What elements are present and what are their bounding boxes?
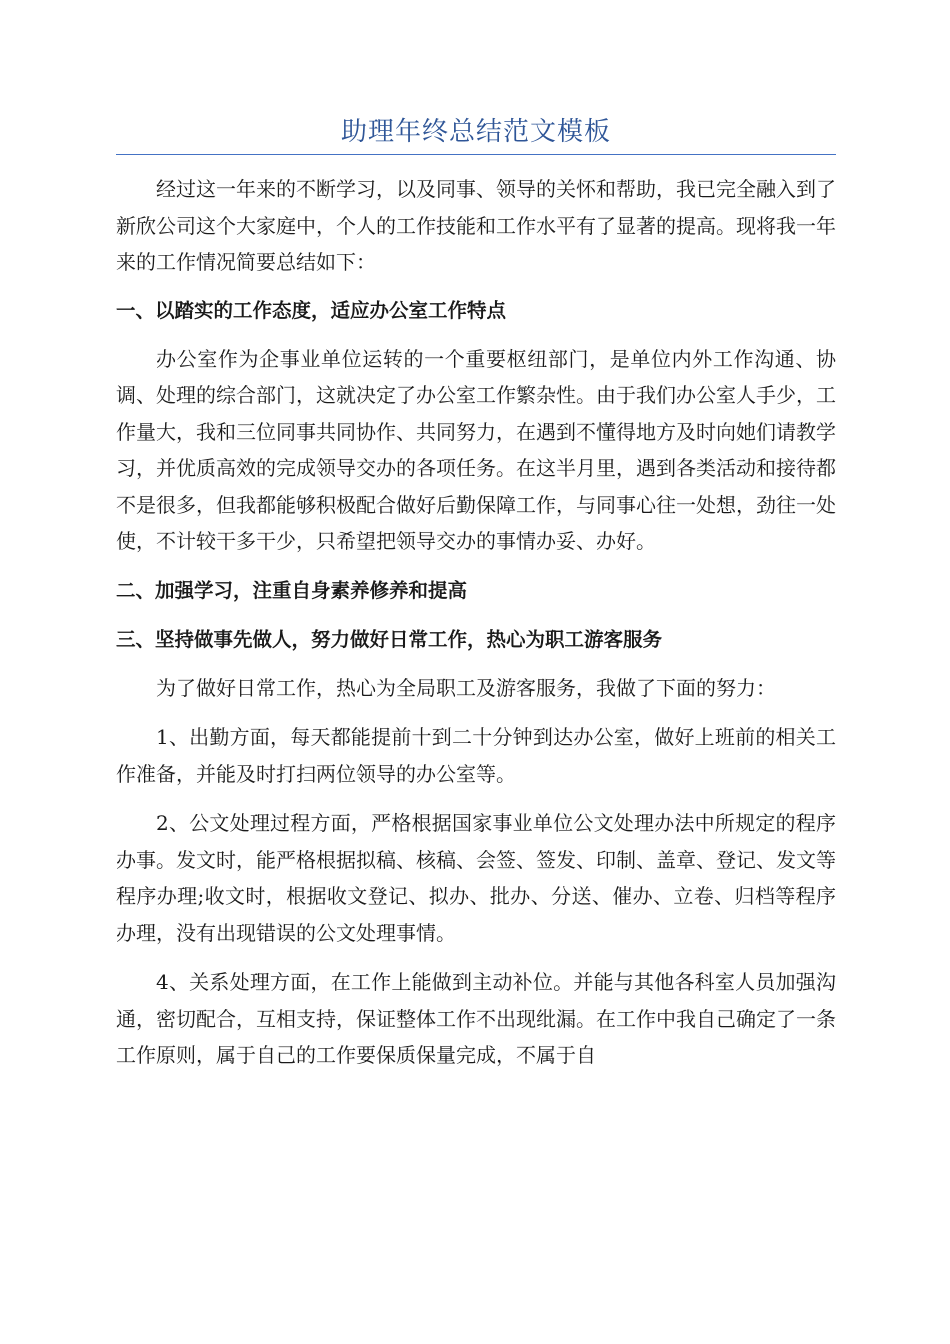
paragraph-office-role: 办公室作为企事业单位运转的一个重要枢纽部门，是单位内外工作沟通、协调、处理的综合部门，这就决定了办公室工作繁杂性。由于我们办公室人手少，工作量大，我和三位同事共同协作、共同努力，在遇到不懂得地方及时向她们请教学习，并优质高效的完成领导交办的各项任务。在这半月里，遇到各类活动和接待都不是很多，但我都能够积极配合做好后勤保障工作，与同事心往一处想，劲往一处使，不计较干多干少，只希望把领导交办的事情办妥、办好。 xyxy=(116,346,836,553)
document-page xyxy=(116,112,836,1074)
paragraph-intro: 经过这一年来的不断学习，以及同事、领导的关怀和帮助，我已完全融入到了新欣公司这个大家庭中，个人的工作技能和工作水平有了显著的提高。现将我一年来的工作情况简要总结如下： xyxy=(116,177,836,274)
section-heading-2: 二、加强学习，注重自身素养修养和提高 xyxy=(116,578,468,602)
paragraph-item-attendance: 1、出勤方面，每天都能提前十到二十分钟到达办公室，做好上班前的相关工作准备，并能及时打扫两位领导的办公室等。 xyxy=(116,725,836,786)
paragraph-item-documents: 2、公文处理过程方面，严格根据国家事业单位公文处理办法中所规定的程序办事。发文时，能严格根据拟稿、核稿、会签、签发、印制、盖章、登记、发文等程序办理;收文时，根据收文登记、拟办、批办、分送、催办、立卷、归档等程序办理，没有出现错误的公文处理事情。 xyxy=(116,811,836,945)
paragraph-service-intro: 为了做好日常工作，热心为全局职工及游客服务，我做了下面的努力： xyxy=(156,675,776,700)
paragraph-item-relations: 4、关系处理方面，在工作上能做到主动补位。并能与其他各科室人员加强沟通，密切配合，互相支持，保证整体工作不出现纰漏。在工作中我自己确定了一条工作原则，属于自己的工作要保质保量完成，不属于自 xyxy=(116,970,836,1067)
document-title: 助理年终总结范文模板 xyxy=(340,117,611,147)
section-heading-1: 一、以踏实的工作态度，适应办公室工作特点 xyxy=(116,298,507,322)
section-heading-3: 三、坚持做事先做人，努力做好日常工作，热心为职工游客服务 xyxy=(116,627,663,651)
